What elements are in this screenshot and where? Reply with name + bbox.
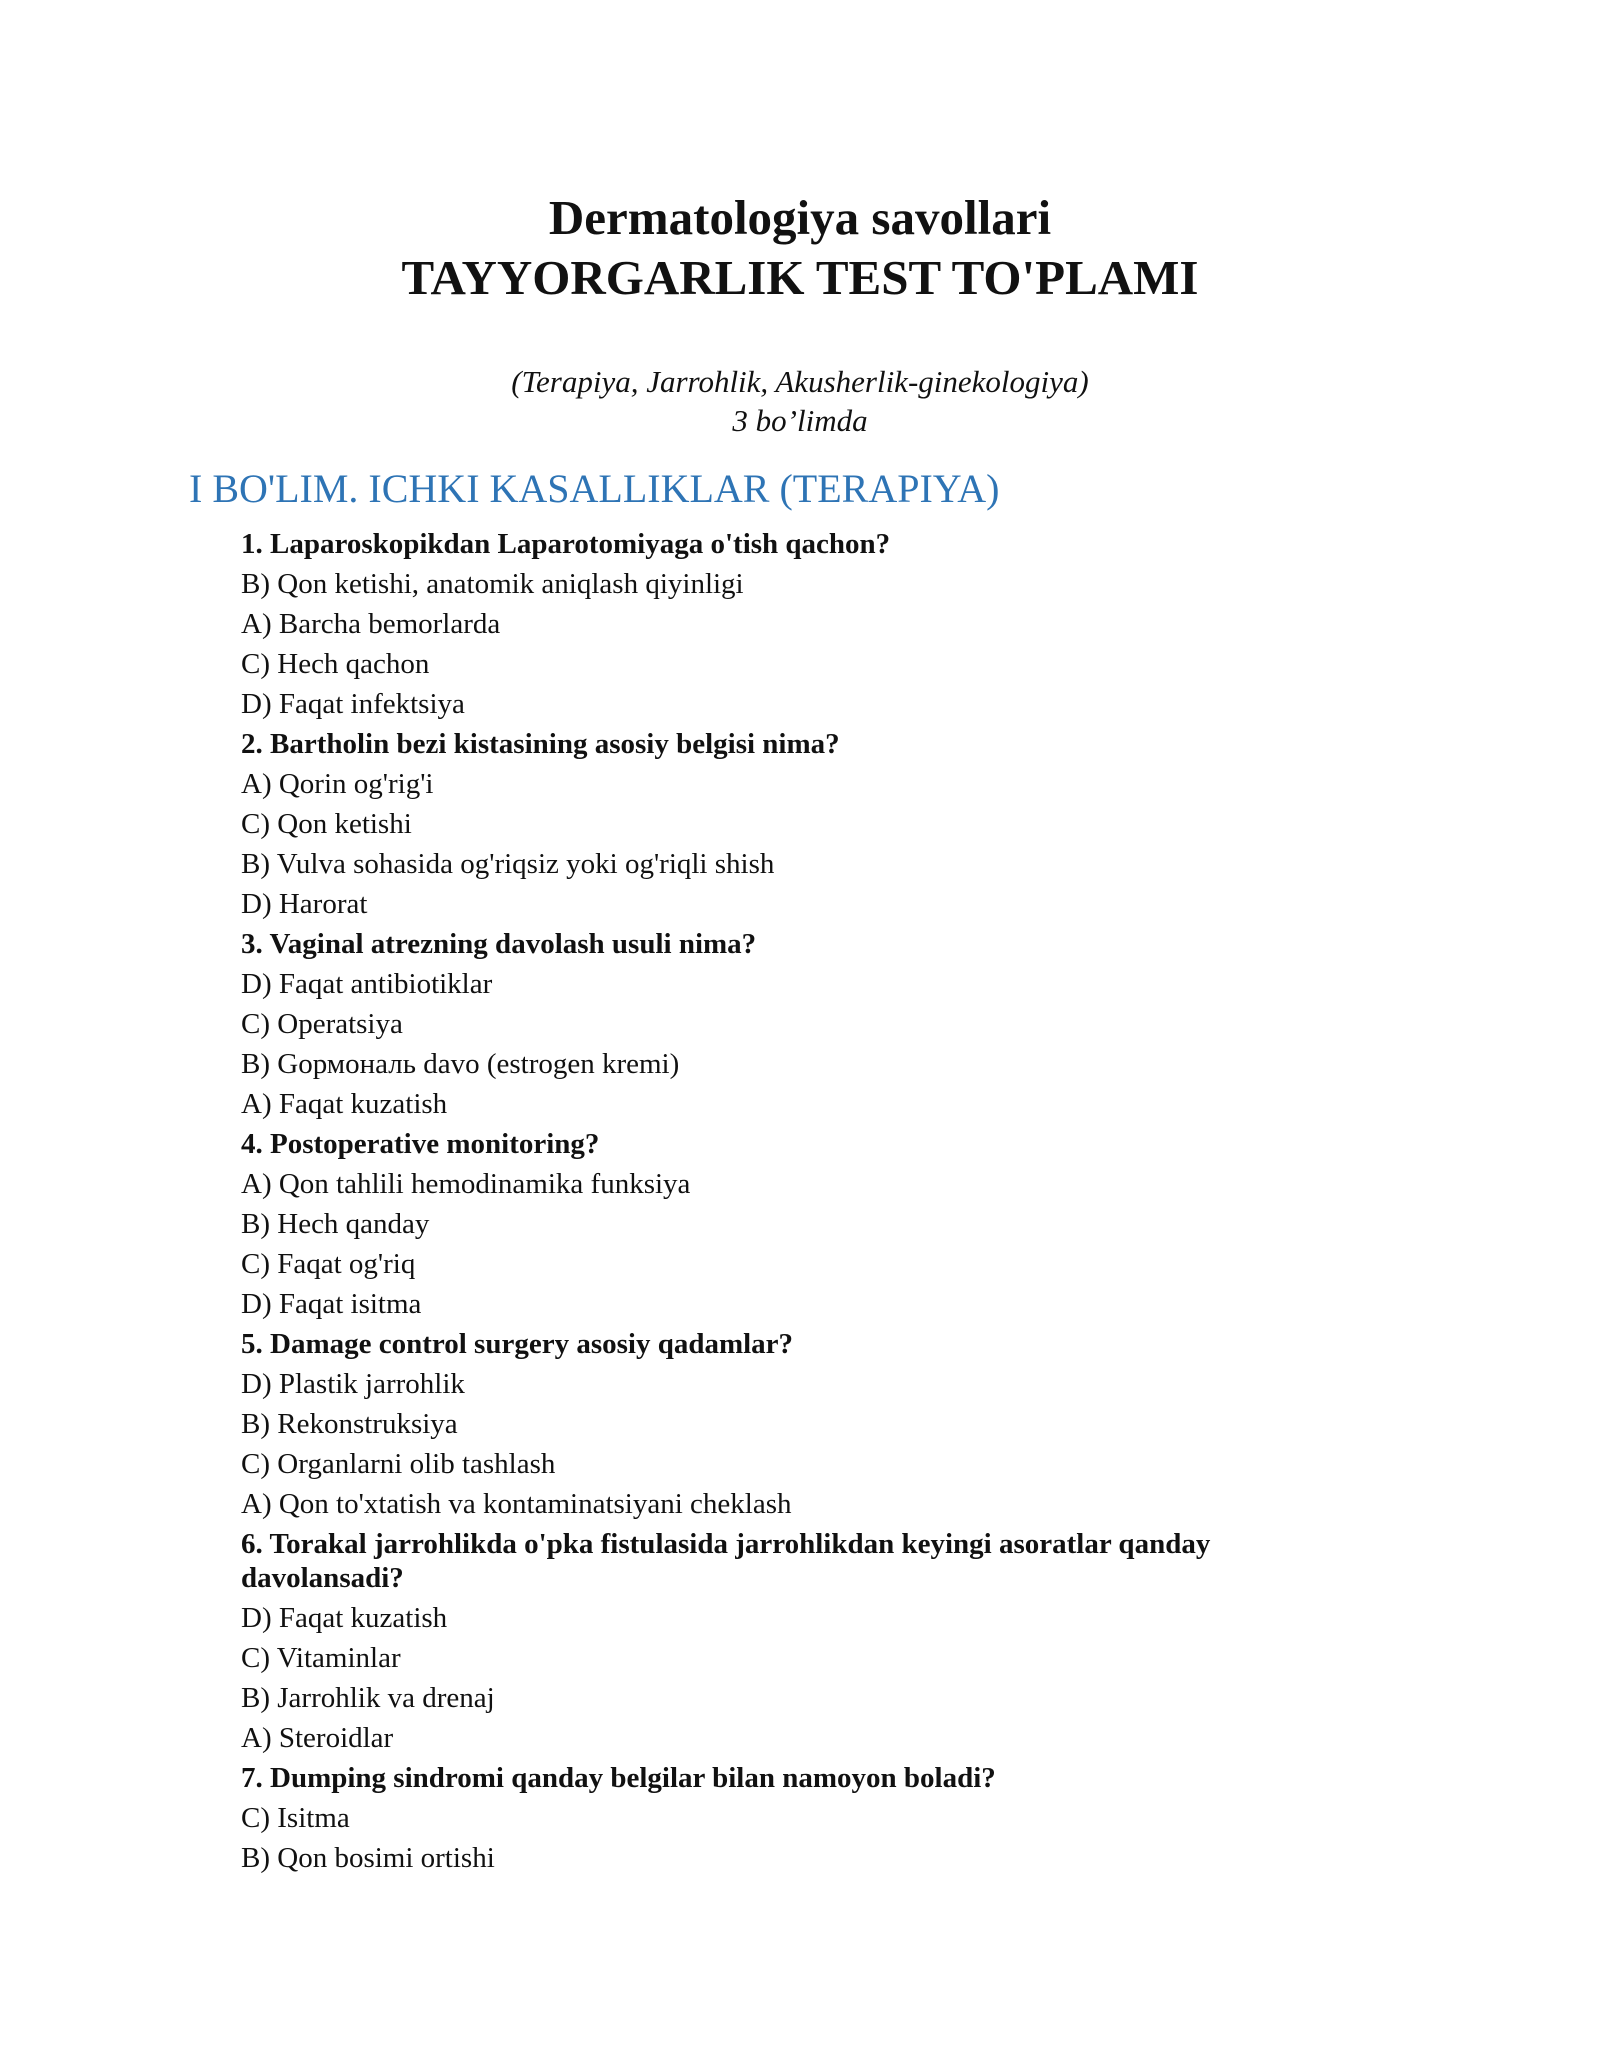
answer-option: B) Qon ketishi, anatomik aniqlash qiyinligi [241, 568, 744, 600]
answer-option: C) Faqat og'riq [241, 1248, 416, 1280]
question-text: 3. Vaginal atrezning davolash usuli nima? [241, 928, 757, 960]
title-line-2: TAYYORGARLIK TEST TO'PLAMI [401, 250, 1199, 305]
question-text: 5. Damage control surgery asosiy qadamlar? [241, 1328, 794, 1360]
answer-option: C) Hech qachon [241, 648, 430, 680]
answer-option: D) Faqat isitma [241, 1288, 422, 1320]
title-line-1: Dermatologiya savollari [548, 190, 1052, 245]
section-heading: I BO'LIM. ICHKI KASALLIKLAR (TERAPIYA) [189, 466, 1000, 511]
answer-option: B) Hech qanday [241, 1208, 430, 1240]
question-text: 2. Bartholin bezi kistasining asosiy belgisi nima? [241, 728, 840, 760]
answer-option: C) Organlarni olib tashlash [241, 1448, 556, 1480]
answer-option: A) Barcha bemorlarda [241, 608, 501, 640]
answer-option: A) Faqat kuzatish [241, 1088, 448, 1120]
answer-option: D) Harorat [241, 888, 368, 920]
answer-option: C) Operatsiya [241, 1008, 403, 1040]
question-text: 4. Postoperative monitoring? [241, 1128, 600, 1160]
answer-option: D) Plastik jarrohlik [241, 1368, 465, 1400]
question-5 [241, 1324, 1361, 1524]
answer-option: A) Qorin og'rig'i [241, 768, 434, 800]
answer-option: B) Jarrohlik va drenaj [241, 1682, 495, 1714]
subtitle-line-2: 3 bo’limda [732, 403, 868, 438]
question-1 [241, 524, 1361, 724]
answer-option: B) Qon bosimi ortishi [241, 1842, 495, 1874]
question-6 [241, 1524, 1361, 1758]
question-text: 1. Laparoskopikdan Laparotomiyaga o'tish qachon? [241, 528, 891, 560]
question-list [241, 524, 1361, 1878]
question-text: 6. Torakal jarrohlikda o'pka fistulasida jarrohlikdan keyingi asoratlar qanday davolansadi? [241, 1528, 1211, 1594]
question-4 [241, 1124, 1361, 1324]
answer-option: D) Faqat kuzatish [241, 1602, 448, 1634]
answer-option: D) Faqat infektsiya [241, 688, 465, 720]
document-subtitle [0, 362, 1600, 440]
answer-option: A) Steroidlar [241, 1722, 394, 1754]
answer-option: A) Qon to'xtatish va kontaminatsiyani cheklash [241, 1488, 792, 1520]
document-title [0, 188, 1600, 308]
subtitle-line-1: (Terapiya, Jarrohlik, Akusherlik-ginekologiya) [511, 364, 1089, 399]
answer-option: C) Qon ketishi [241, 808, 412, 840]
question-3 [241, 924, 1361, 1124]
answer-option: C) Vitaminlar [241, 1642, 401, 1674]
answer-option: B) Gормональ davo (estrogen kremi) [241, 1048, 680, 1080]
answer-option: D) Faqat antibiotiklar [241, 968, 493, 1000]
answer-option: A) Qon tahlili hemodinamika funksiya [241, 1168, 691, 1200]
question-7 [241, 1758, 1361, 1878]
question-text: 7. Dumping sindromi qanday belgilar bilan namoyon boladi? [241, 1762, 996, 1794]
question-2 [241, 724, 1361, 924]
answer-option: B) Rekonstruksiya [241, 1408, 458, 1440]
answer-option: C) Isitma [241, 1802, 350, 1834]
answer-option: B) Vulva sohasida og'riqsiz yoki og'riqli shish [241, 848, 775, 880]
